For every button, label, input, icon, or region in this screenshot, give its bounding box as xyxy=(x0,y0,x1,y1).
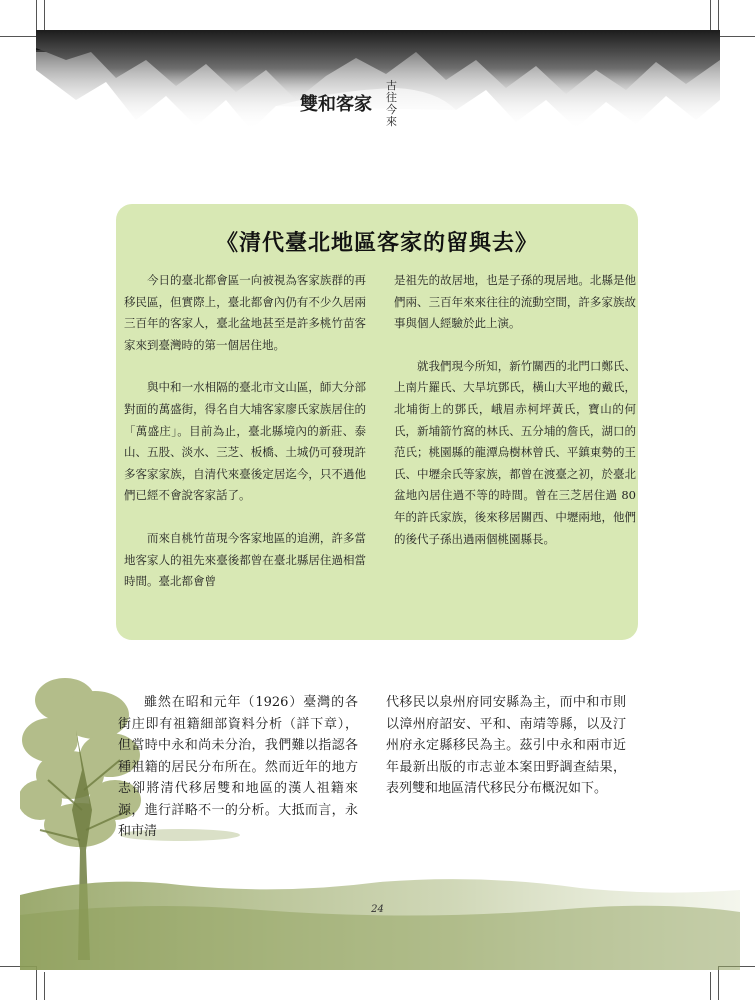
logo-main-text: 雙和客家 xyxy=(300,94,372,115)
sidebar-box xyxy=(116,204,638,640)
box-right-column xyxy=(394,270,636,550)
box-title: 《清代臺北地區客家的留與去》 xyxy=(215,230,538,256)
crop-mark xyxy=(44,972,45,1000)
crop-mark xyxy=(718,36,755,37)
box-paragraph: 是祖先的故居地，也是子孫的現居地。北縣是他們兩、三百年來來往往的流動空間，許多家族故事與個人經驗於此上演。 xyxy=(394,273,636,331)
crop-mark xyxy=(718,966,719,1000)
page-number: 24 xyxy=(371,904,384,915)
crop-mark xyxy=(710,0,711,30)
body-paragraph: 代移民以泉州府同安縣為主，而中和市則以漳州府詔安、平和、南靖等縣，以及汀州府永定縣移民為主。茲引中永和兩市近年最新出版的市志並本案田野調查結果，表列雙和地區清代移民分布概況如下。 xyxy=(386,695,626,796)
body-right-column xyxy=(386,692,626,800)
body-left-column xyxy=(118,692,358,843)
logo-side-text: 古往今來 xyxy=(386,79,397,128)
box-paragraph: 與中和一水相隔的臺北市文山區，師大分部對面的萬盛街，得名自大埔客家廖氏家族居住的「萬盛庄」。目前為止，臺北縣境內的新莊、泰山、五股、淡水、三芝、板橋、土城仍可發現許多客家家族，自清代來臺後定居迄今，只不過他們已經不會說客家話了。 xyxy=(124,380,366,503)
crop-mark xyxy=(710,972,711,1000)
box-paragraph: 就我們現今所知，新竹關西的北門口鄭氏、上南片羅氏、大旱坑鄧氏，橫山大平地的戴氏，北埔街上的鄧氏，峨眉赤柯坪黃氏，寶山的何氏，新埔箭竹窩的林氏、五分埔的詹氏，湖口的范氏；桃園縣的龍潭烏樹林曾氏、平鎮東勢的王氏、中壢余氏等家族，都曾在渡臺之初，於臺北盆地內居住過不等的時間。曾在三芝居住過 80 年的許氏家族，後來移居關西、中壢兩地，他們的後代子孫出過兩個桃園縣長。 xyxy=(394,358,636,546)
crop-mark xyxy=(0,36,36,37)
body-paragraph: 雖然在昭和元年（1926）臺灣的各街庄即有祖籍細部資料分析（詳下章），但當時中永和尚未分治，我們難以指認各種祖籍的居民分布所在。然而近年的地方志卻將清代移居雙和地區的漢人祖籍來源，進行詳略不一的分析。大抵而言，永和市清 xyxy=(118,695,358,839)
magazine-logo xyxy=(300,76,420,136)
crop-mark xyxy=(44,0,45,30)
box-paragraph: 而來自桃竹苗現今客家地區的追溯，許多當地客家人的祖先來臺後都曾在臺北縣居住過相當時間。臺北都會曾 xyxy=(124,530,366,589)
box-paragraph: 今日的臺北都會區一向被視為客家族群的再移民區，但實際上，臺北都會內仍有不少久居兩三百年的客家人，臺北盆地甚至是許多桃竹苗客家來到臺灣時的第一個居住地。 xyxy=(124,273,366,352)
crop-mark xyxy=(36,966,37,1000)
box-left-column xyxy=(124,270,366,593)
